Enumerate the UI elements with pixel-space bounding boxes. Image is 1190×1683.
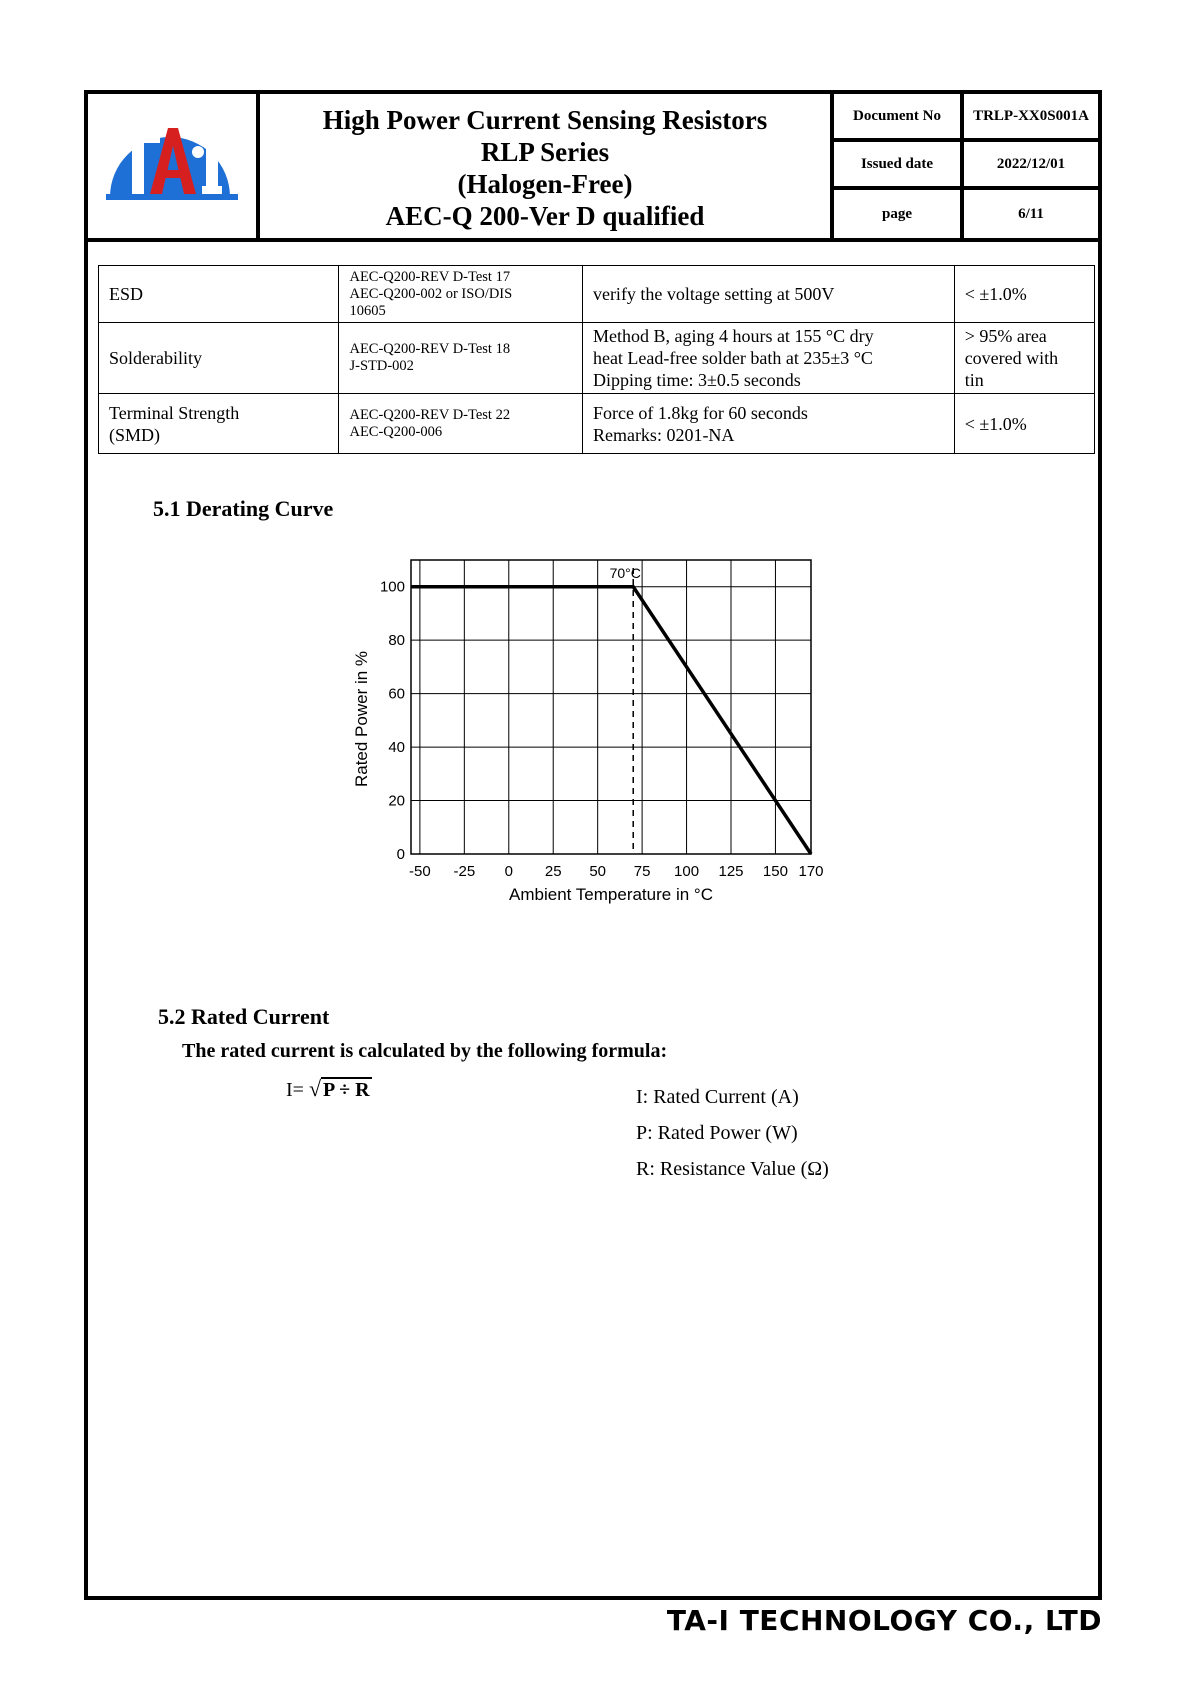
y-tick-label: 100 — [379, 578, 405, 596]
derating-chart — [340, 552, 840, 912]
meta-value: 6/11 — [1018, 205, 1044, 222]
meta-row-issued-date — [834, 142, 1098, 190]
meta-value: 2022/12/01 — [996, 155, 1066, 172]
definition-current: I: Rated Current (A) — [636, 1086, 799, 1108]
condition-line: Method B, aging 4 hours at 155 °C dry — [592, 326, 874, 346]
standard-line: AEC-Q200-002 or ISO/DIS — [349, 285, 513, 302]
condition-line: Force of 1.8kg for 60 seconds — [592, 402, 808, 423]
x-tick-label: 50 — [589, 863, 607, 880]
x-tick-label: -50 — [409, 863, 431, 880]
standard-line: AEC-Q200-REV D-Test 22 — [349, 406, 511, 423]
spec-line: < ±1.0% — [964, 284, 1027, 304]
standard-line: AEC-Q200-REV D-Test 18 — [349, 341, 511, 357]
meta-row-page — [834, 190, 1098, 238]
x-tick-label: 75 — [633, 863, 651, 880]
formula-radicand: P ÷ R — [323, 1079, 370, 1101]
condition-line: heat Lead-free solder bath at 235±3 °C — [592, 348, 873, 368]
x-tick-label: 170 — [798, 863, 824, 880]
table-row — [99, 266, 1095, 323]
y-tick-label: 80 — [388, 632, 405, 650]
company-name: TA-I TECHNOLOGY CO., LTD — [666, 1604, 1102, 1637]
x-axis-label: Ambient Temperature in °C — [509, 885, 713, 904]
test-table — [98, 265, 1095, 454]
spec-line: tin — [964, 370, 984, 390]
standard-line: J-STD-002 — [349, 358, 414, 374]
item-line: Terminal Strength — [109, 402, 240, 423]
document-meta — [834, 94, 1098, 238]
test-spec — [954, 266, 1094, 323]
spec-line: covered with — [964, 348, 1059, 368]
meta-key: Document No — [834, 94, 964, 138]
formula-lhs: I= — [286, 1079, 304, 1101]
standard-line: AEC-Q200-REV D-Test 17 — [349, 268, 511, 285]
condition-line: Remarks: 0201-NA — [592, 424, 735, 445]
table-row — [99, 394, 1095, 454]
y-tick-label: 20 — [388, 792, 405, 810]
document-title — [260, 94, 834, 238]
logo-emblem — [88, 94, 256, 238]
x-tick-label: 150 — [762, 863, 788, 880]
x-tick-label: 25 — [544, 863, 562, 880]
standard-line: 10605 — [349, 302, 386, 319]
spec-line: > 95% area — [964, 326, 1047, 346]
meta-key: page — [834, 190, 964, 238]
sqrt-symbol: √ — [308, 1076, 322, 1101]
test-item: Solderability — [99, 323, 339, 394]
company-logo — [88, 94, 260, 238]
test-standard — [339, 394, 582, 454]
x-tick-label: -25 — [453, 863, 476, 880]
section-heading-rated-current: 5.2 Rated Current — [158, 1004, 330, 1029]
test-standard — [339, 266, 582, 323]
table-row — [99, 323, 1095, 394]
formula-intro: The rated current is calculated by the following formula: — [182, 1040, 668, 1062]
x-tick-label: 100 — [674, 863, 700, 880]
y-axis-label: Rated Power in % — [352, 650, 371, 788]
annotation-label: 70°C — [609, 565, 641, 581]
y-tick-label: 40 — [388, 739, 405, 757]
x-tick-label: 125 — [718, 863, 744, 880]
standard-line: AEC-Q200-006 — [349, 423, 443, 440]
title-line-3: (Halogen-Free) — [457, 169, 633, 199]
definition-power: P: Rated Power (W) — [636, 1122, 798, 1144]
section-heading-derating: 5.1 Derating Curve — [153, 496, 334, 521]
document-header — [88, 94, 1098, 242]
meta-value: TRLP-XX0S001A — [973, 107, 1089, 124]
x-tick-label: 0 — [504, 863, 513, 880]
title-line-2: RLP Series — [480, 137, 610, 167]
definition-resistance: R: Resistance Value (Ω) — [636, 1158, 829, 1180]
condition-line: verify the voltage setting at 500V — [592, 284, 835, 304]
condition-line: Dipping time: 3±0.5 seconds — [592, 370, 801, 390]
item-line: (SMD) — [109, 424, 161, 445]
title-line-1: High Power Current Sensing Resistors — [322, 105, 768, 135]
test-item — [99, 394, 339, 454]
test-spec — [954, 323, 1094, 394]
meta-row-document-no — [834, 94, 1098, 142]
meta-key: Issued date — [834, 142, 964, 186]
test-condition — [582, 394, 954, 454]
title-line-4: AEC-Q 200-Ver D qualified — [385, 201, 705, 231]
test-spec — [954, 394, 1094, 454]
test-item: ESD — [99, 266, 339, 323]
y-tick-label: 0 — [396, 846, 405, 863]
spec-line: < ±1.0% — [964, 413, 1027, 434]
test-condition — [582, 266, 954, 323]
test-condition — [582, 323, 954, 394]
test-standard — [339, 323, 582, 394]
y-tick-label: 60 — [388, 685, 405, 703]
derating-curve-line — [411, 587, 811, 854]
rated-current-formula — [286, 1076, 372, 1102]
plot-frame — [411, 560, 811, 854]
